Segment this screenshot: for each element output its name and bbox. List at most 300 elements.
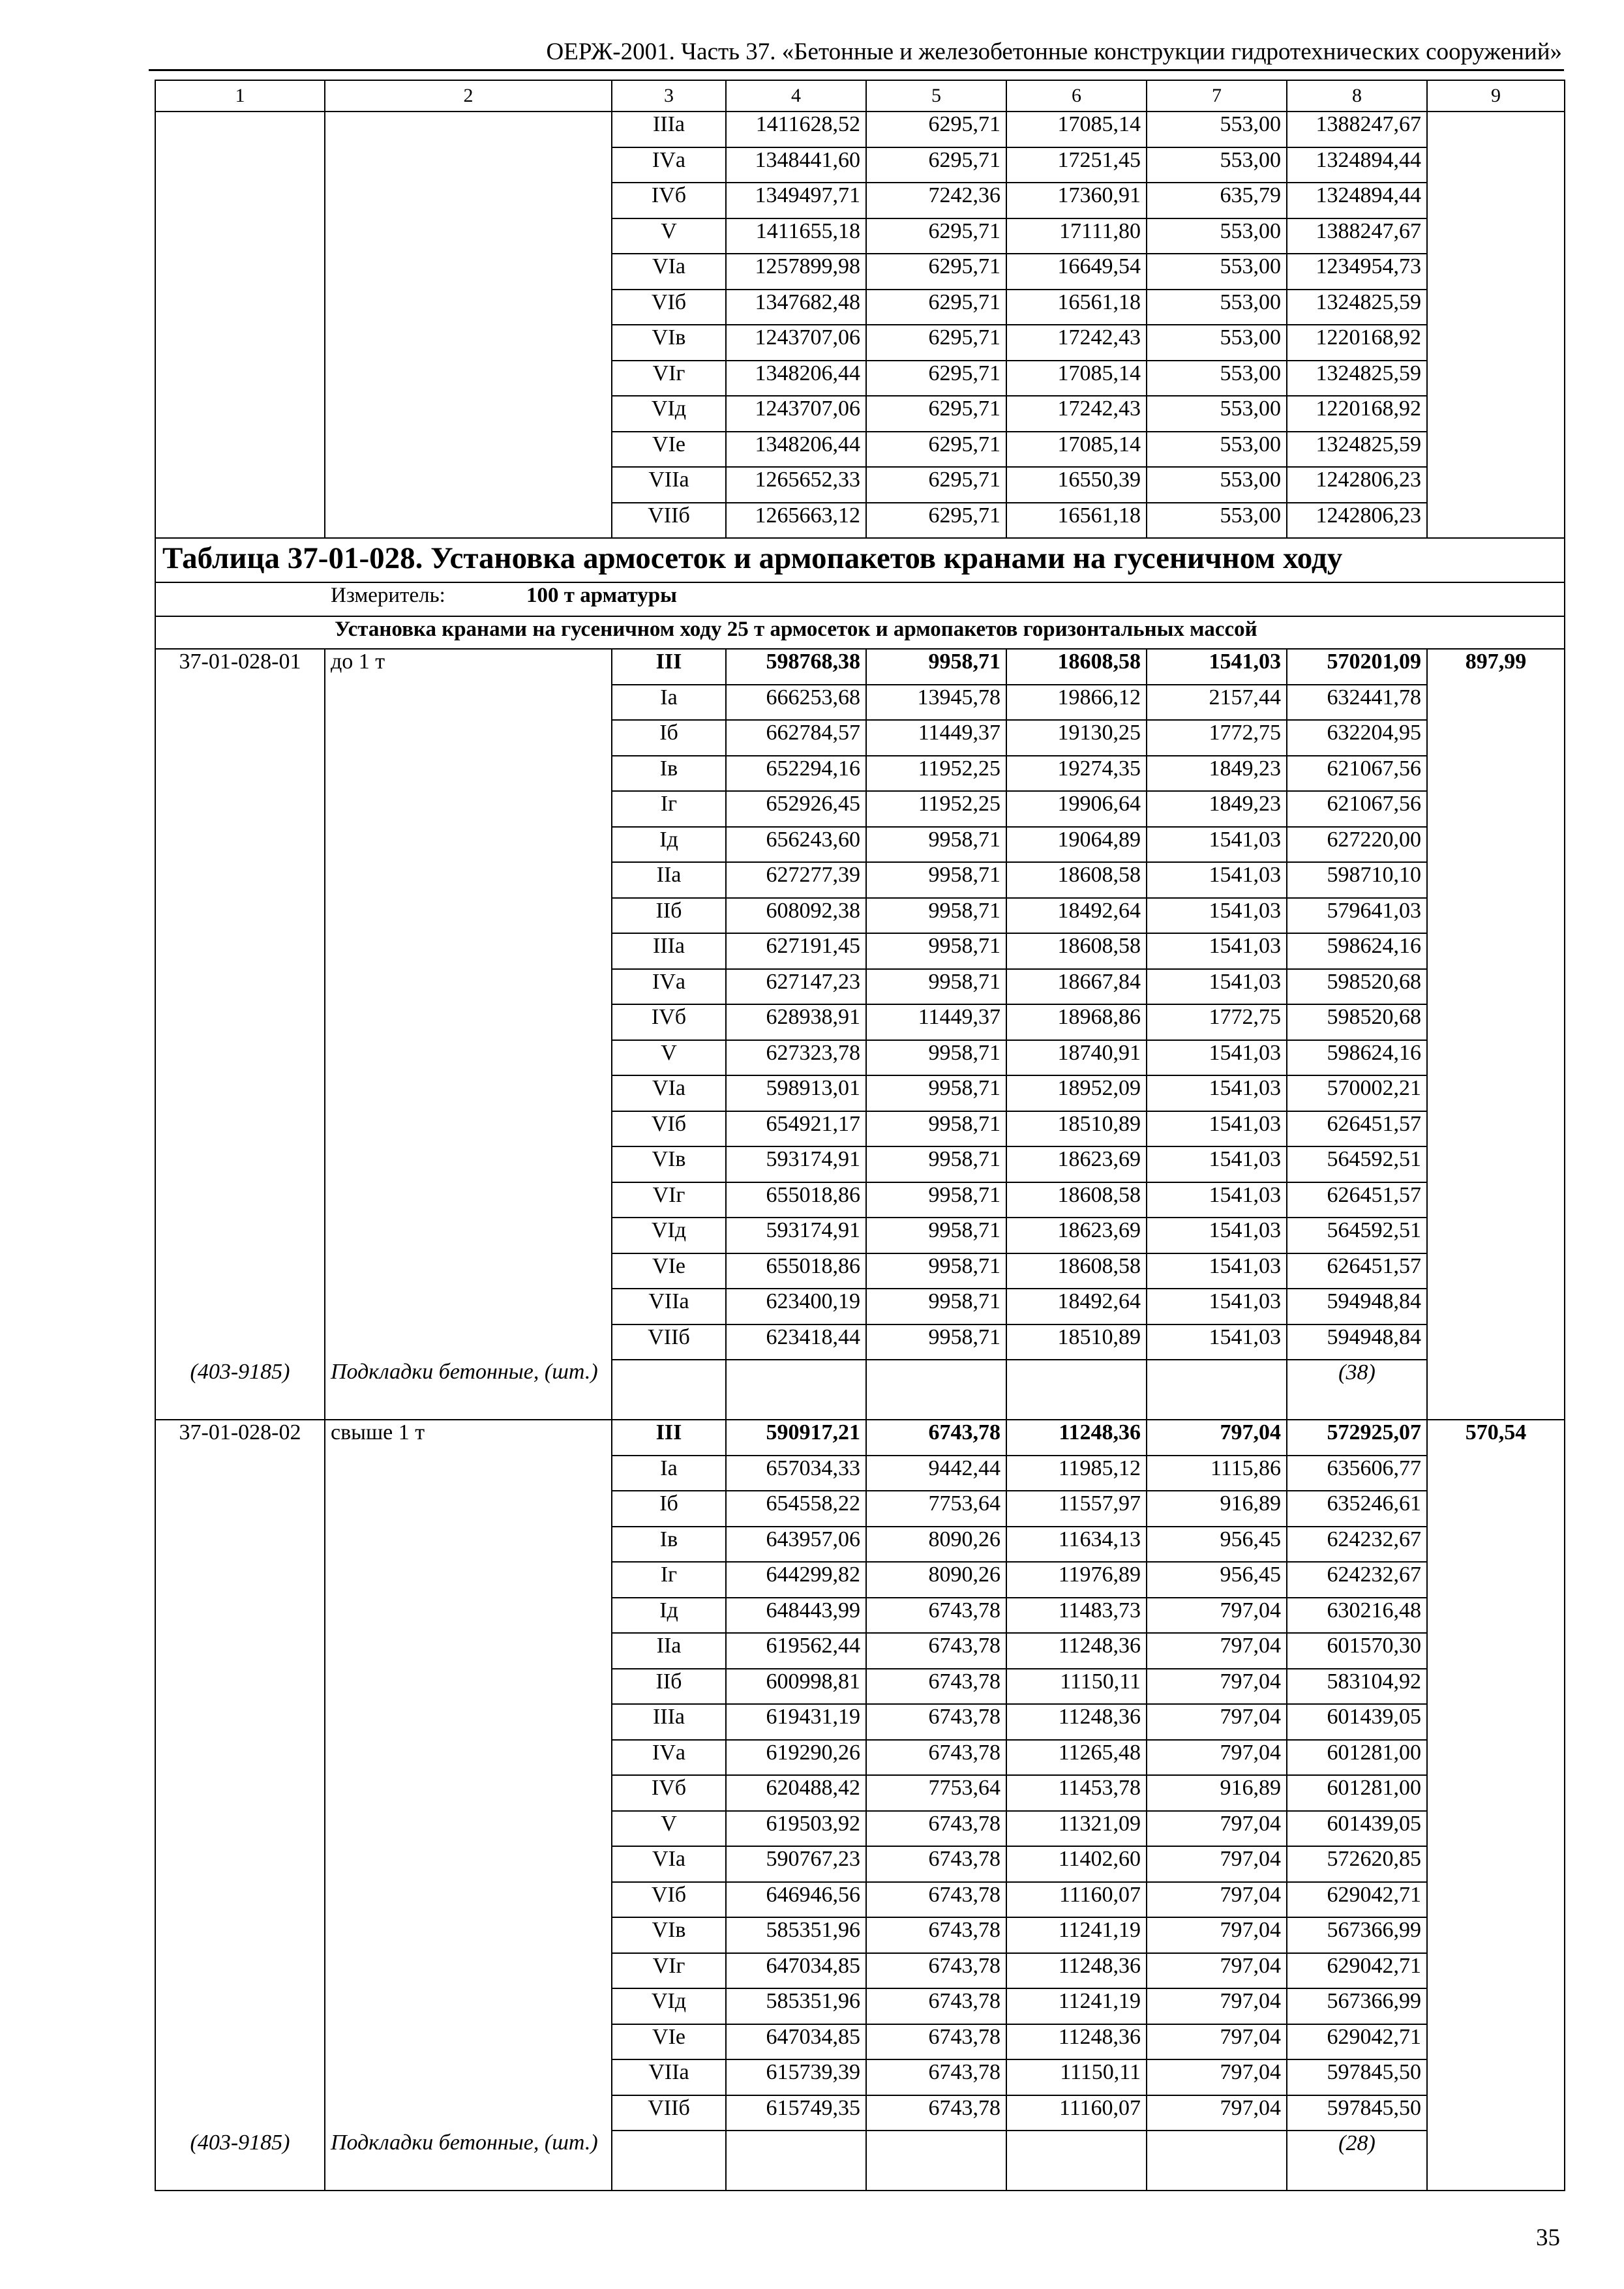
value-cell: 18608,58 [1006,1182,1147,1218]
value-cell: 6295,71 [866,290,1006,325]
value-cell [726,2131,866,2191]
table-row [155,147,1565,183]
value-cell: 1849,23 [1147,756,1287,792]
labor-cell [1427,720,1565,756]
table-row [155,1420,1565,1456]
value-cell: 590767,23 [726,1846,866,1882]
note-code: (403-9185) [155,2131,325,2191]
description-cell [325,1253,612,1289]
value-cell: 11449,37 [866,720,1006,756]
labor-cell [1427,1491,1565,1527]
value-cell: 597845,50 [1287,2059,1427,2095]
value-cell: 643957,06 [726,1527,866,1563]
table-row [155,1040,1565,1076]
labor-cell [1427,290,1565,325]
value-cell: 570002,21 [1287,1075,1427,1111]
value-cell: 18608,58 [1006,649,1147,685]
value-cell: 6743,78 [866,1882,1006,1918]
description-cell [325,1456,612,1491]
value-cell: 601570,30 [1287,1633,1427,1669]
code-cell [155,862,325,898]
note-text: Подкладки бетонные, (шт.) [325,2131,612,2191]
code-cell [155,1953,325,1989]
zone-cell: VIа [612,1846,726,1882]
labor-cell [1427,1360,1565,1420]
value-cell: 654921,17 [726,1111,866,1147]
description-cell [325,1704,612,1740]
zone-cell: IVб [612,1775,726,1811]
labor-cell [1427,467,1565,503]
table-row [155,1775,1565,1811]
value-cell: 627191,45 [726,933,866,969]
value-cell: 11483,73 [1006,1598,1147,1634]
table-row [155,1075,1565,1111]
value-cell: 1220168,92 [1287,396,1427,432]
description-cell [325,827,612,863]
value-cell: 6295,71 [866,361,1006,396]
value-cell: 7753,64 [866,1491,1006,1527]
value-cell: 6295,71 [866,467,1006,503]
page-number: 35 [1536,2224,1560,2251]
table-row [155,503,1565,539]
labor-cell [1427,1953,1565,1989]
value-cell: 17242,43 [1006,325,1147,361]
value-cell: 797,04 [1147,1598,1287,1634]
value-cell: 619431,19 [726,1704,866,1740]
value-cell: 18968,86 [1006,1004,1147,1040]
value-cell: 16561,18 [1006,503,1147,539]
value-cell: 6295,71 [866,503,1006,539]
labor-cell [1427,396,1565,432]
description-cell [325,1740,612,1776]
table-row [155,827,1565,863]
zone-cell: IIб [612,1669,726,1705]
zone-cell: VIб [612,1111,726,1147]
value-cell: 18510,89 [1006,1324,1147,1360]
description-cell [325,325,612,361]
value-cell: 6743,78 [866,1633,1006,1669]
table-row [155,862,1565,898]
value-cell: 627277,39 [726,862,866,898]
value-cell: 624232,67 [1287,1562,1427,1598]
code-cell [155,969,325,1005]
labor-cell [1427,1811,1565,1847]
table-row [155,1811,1565,1847]
value-cell: 657034,33 [726,1456,866,1491]
code-cell [155,1491,325,1527]
description-cell [325,1953,612,1989]
table-row [155,254,1565,290]
value-cell [1147,2131,1287,2191]
zone-cell: IIIа [612,1704,726,1740]
column-number: 3 [612,80,726,112]
description-cell [325,1775,612,1811]
table-row [155,1527,1565,1563]
value-cell: 797,04 [1147,1882,1287,1918]
zone-cell: VIв [612,1146,726,1182]
labor-cell [1427,147,1565,183]
value-cell: 16550,39 [1006,467,1147,503]
value-cell: 635,79 [1147,183,1287,218]
code-cell [155,218,325,254]
zone-cell: VIв [612,325,726,361]
value-cell: 553,00 [1147,432,1287,468]
code-cell [155,254,325,290]
labor-cell [1427,503,1565,539]
value-cell: 18623,69 [1006,1146,1147,1182]
value-cell: 567366,99 [1287,1988,1427,2024]
description-cell [325,898,612,934]
value-cell: 590917,21 [726,1420,866,1456]
code-cell [155,1633,325,1669]
table-row [155,1562,1565,1598]
zone-cell: IIIа [612,933,726,969]
value-cell: 6743,78 [866,2059,1006,2095]
value-cell: 11634,13 [1006,1527,1147,1563]
value-cell: 621067,56 [1287,756,1427,792]
description-cell [325,685,612,721]
item-code: 37-01-028-01 [155,649,325,685]
description-cell [325,1289,612,1324]
value-cell: 1347682,48 [726,290,866,325]
value-cell: 572620,85 [1287,1846,1427,1882]
value-cell: 11248,36 [1006,1953,1147,1989]
value-cell: 1772,75 [1147,1004,1287,1040]
measure-cell [155,582,1565,616]
value-cell: 6295,71 [866,325,1006,361]
description-cell [325,1040,612,1076]
value-cell: 9958,71 [866,649,1006,685]
value-cell: 629042,71 [1287,1953,1427,1989]
table-title-row [155,538,1565,582]
value-cell: 7753,64 [866,1775,1006,1811]
table-row [155,1324,1565,1360]
value-cell: 17111,80 [1006,218,1147,254]
value-cell: 11952,25 [866,791,1006,827]
description-cell [325,396,612,432]
value-cell: 598913,01 [726,1075,866,1111]
value-cell: 18952,09 [1006,1075,1147,1111]
item-description: до 1 т [325,649,612,685]
value-cell: 646946,56 [726,1882,866,1918]
value-cell: 600998,81 [726,1669,866,1705]
table-row [155,183,1565,218]
value-cell: 570201,09 [1287,649,1427,685]
value-cell: 630216,48 [1287,1598,1427,1634]
value-cell: 19130,25 [1006,720,1147,756]
labor-cell [1427,1704,1565,1740]
labor-cell [1427,1004,1565,1040]
labor-cell [1427,218,1565,254]
value-cell: 1541,03 [1147,1253,1287,1289]
description-cell [325,361,612,396]
value-cell: 11952,25 [866,756,1006,792]
table-row [155,467,1565,503]
labor-cell [1427,1324,1565,1360]
table-row [155,1988,1565,2024]
value-cell: 11453,78 [1006,1775,1147,1811]
code-cell [155,1775,325,1811]
zone-cell: VIг [612,1953,726,1989]
value-cell: 635606,77 [1287,1456,1427,1491]
zone-cell: Iг [612,1562,726,1598]
value-cell: 18623,69 [1006,1218,1147,1253]
value-cell: 627147,23 [726,969,866,1005]
zone-cell: VIд [612,1988,726,2024]
value-cell: 18608,58 [1006,933,1147,969]
value-cell: 1220168,92 [1287,325,1427,361]
subheading-cell [155,616,1565,649]
table-row [155,325,1565,361]
table-row [155,1598,1565,1634]
value-cell: 1541,03 [1147,1324,1287,1360]
labor-cell [1427,1846,1565,1882]
value-cell: 797,04 [1147,1669,1287,1705]
labor-cell [1427,898,1565,934]
value-cell: 666253,68 [726,685,866,721]
value-cell: 608092,38 [726,898,866,934]
value-cell: 601281,00 [1287,1740,1427,1776]
value-cell: 6295,71 [866,218,1006,254]
value-cell: 797,04 [1147,1704,1287,1740]
value-cell: 916,89 [1147,1491,1287,1527]
description-cell [325,2095,612,2131]
value-cell: 19906,64 [1006,791,1147,827]
value-cell: 797,04 [1147,2024,1287,2060]
zone-cell: Iг [612,791,726,827]
code-cell [155,933,325,969]
labor-cell [1427,254,1565,290]
zone-cell: VIа [612,254,726,290]
zone-cell: VIг [612,361,726,396]
note-qty: (28) [1287,2131,1427,2191]
value-cell: 6743,78 [866,1811,1006,1847]
table-row [155,1491,1565,1527]
zone-cell: VIе [612,432,726,468]
zone-cell: IVа [612,969,726,1005]
value-cell [1006,2131,1147,2191]
zone-cell: VIIб [612,503,726,539]
value-cell: 11160,07 [1006,2095,1147,2131]
zone-cell: Iа [612,685,726,721]
table-row [155,649,1565,685]
value-cell: 6743,78 [866,1740,1006,1776]
code-cell [155,1004,325,1040]
description-cell [325,467,612,503]
value-cell: 1348206,44 [726,361,866,396]
measure-row [155,582,1565,616]
code-cell [155,1075,325,1111]
value-cell: 553,00 [1147,361,1287,396]
note-code: (403-9185) [155,1360,325,1420]
value-cell: 1541,03 [1147,1182,1287,1218]
value-cell: 9958,71 [866,827,1006,863]
value-cell: 1324894,44 [1287,147,1427,183]
value-cell: 797,04 [1147,1420,1287,1456]
description-cell [325,1882,612,1918]
subheading-row [155,616,1565,649]
table-row [155,685,1565,721]
value-cell: 797,04 [1147,2059,1287,2095]
code-cell [155,1882,325,1918]
value-cell: 598624,16 [1287,1040,1427,1076]
code-cell [155,1040,325,1076]
code-cell [155,147,325,183]
value-cell: 1411628,52 [726,112,866,147]
value-cell: 1541,03 [1147,827,1287,863]
table-row [155,396,1565,432]
labor-cell [1427,2059,1565,2095]
note-qty: (38) [1287,1360,1427,1420]
value-cell: 1348206,44 [726,432,866,468]
code-cell [155,325,325,361]
value-cell: 624232,67 [1287,1527,1427,1563]
value-cell: 619562,44 [726,1633,866,1669]
code-cell [155,2095,325,2131]
description-cell [325,2024,612,2060]
page-header-title: ОЕРЖ-2001. Часть 37. «Бетонные и железобетонные конструкции гидротехнических сооружений» [546,38,1562,65]
table-row [155,1740,1565,1776]
description-cell [325,1146,612,1182]
labor-cell [1427,1775,1565,1811]
value-cell: 9958,71 [866,1289,1006,1324]
zone-cell: VIв [612,1917,726,1953]
code-cell [155,432,325,468]
code-cell [155,1289,325,1324]
value-cell: 16561,18 [1006,290,1147,325]
value-cell: 598710,10 [1287,862,1427,898]
code-cell [155,1253,325,1289]
value-cell: 11976,89 [1006,1562,1147,1598]
labor-cell [1427,1456,1565,1491]
value-cell: 662784,57 [726,720,866,756]
value-cell: 626451,57 [1287,1253,1427,1289]
value-cell: 6743,78 [866,1704,1006,1740]
value-cell: 6295,71 [866,432,1006,468]
value-cell: 1257899,98 [726,254,866,290]
value-cell: 6743,78 [866,2095,1006,2131]
zone-cell: IIIа [612,112,726,147]
code-cell [155,1704,325,1740]
value-cell: 1243707,06 [726,396,866,432]
table-row [155,2095,1565,2131]
value-cell: 11449,37 [866,1004,1006,1040]
labor-cell [1427,112,1565,147]
value-cell: 6743,78 [866,1420,1006,1456]
code-cell [155,756,325,792]
value-cell: 655018,86 [726,1253,866,1289]
table-row [155,898,1565,934]
table-row [155,1846,1565,1882]
code-cell [155,1988,325,2024]
value-cell: 598624,16 [1287,933,1427,969]
code-cell [155,1146,325,1182]
value-cell: 652294,16 [726,756,866,792]
value-cell: 6743,78 [866,2024,1006,2060]
value-cell: 623418,44 [726,1324,866,1360]
code-cell [155,898,325,934]
column-number: 9 [1427,80,1565,112]
value-cell: 601439,05 [1287,1704,1427,1740]
value-cell: 18667,84 [1006,969,1147,1005]
value-cell: 615749,35 [726,2095,866,2131]
value-cell: 1541,03 [1147,862,1287,898]
value-cell: 6743,78 [866,1988,1006,2024]
code-cell [155,396,325,432]
value-cell: 632441,78 [1287,685,1427,721]
value-cell: 626451,57 [1287,1111,1427,1147]
value-cell: 18492,64 [1006,898,1147,934]
value-cell: 647034,85 [726,2024,866,2060]
value-cell: 11248,36 [1006,1633,1147,1669]
zone-cell: Iб [612,720,726,756]
code-cell [155,1218,325,1253]
description-cell [325,183,612,218]
value-cell: 629042,71 [1287,2024,1427,2060]
value-cell [726,1360,866,1420]
value-cell: 6295,71 [866,112,1006,147]
value-cell: 19866,12 [1006,685,1147,721]
value-cell: 1234954,73 [1287,254,1427,290]
zone-cell: VIIб [612,1324,726,1360]
table-row [155,1111,1565,1147]
code-cell [155,1562,325,1598]
description-cell [325,2059,612,2095]
description-cell [325,1598,612,1634]
zone-cell: IVб [612,183,726,218]
table-row [155,1253,1565,1289]
value-cell: 620488,42 [726,1775,866,1811]
value-cell: 619503,92 [726,1811,866,1847]
value-cell: 1541,03 [1147,969,1287,1005]
labor-cell [1427,969,1565,1005]
labor-cell [1427,1917,1565,1953]
item-code: 37-01-028-02 [155,1420,325,1456]
value-cell: 16649,54 [1006,254,1147,290]
code-cell [155,1456,325,1491]
labor-cell [1427,685,1565,721]
value-cell: 579641,03 [1287,898,1427,934]
value-cell: 1541,03 [1147,1218,1287,1253]
zone-cell: Iв [612,756,726,792]
value-cell: 9958,71 [866,1075,1006,1111]
zone-cell: IIа [612,862,726,898]
value-cell: 1242806,23 [1287,503,1427,539]
value-cell: 553,00 [1147,396,1287,432]
item-labor: 570,54 [1427,1420,1565,1456]
zone-cell: V [612,1040,726,1076]
value-cell [1006,1360,1147,1420]
value-cell: 11321,09 [1006,1811,1147,1847]
description-cell [325,1324,612,1360]
value-cell: 6743,78 [866,1598,1006,1634]
value-cell: 11248,36 [1006,1704,1147,1740]
value-cell: 11150,11 [1006,1669,1147,1705]
labor-cell [1427,1633,1565,1669]
description-cell [325,254,612,290]
value-cell: 652926,45 [726,791,866,827]
code-cell [155,791,325,827]
value-cell: 553,00 [1147,112,1287,147]
value-cell: 6295,71 [866,254,1006,290]
value-cell: 1541,03 [1147,898,1287,934]
zone-cell: VIIб [612,2095,726,2131]
labor-cell [1427,361,1565,396]
value-cell: 9958,71 [866,1182,1006,1218]
description-cell [325,933,612,969]
value-cell: 18608,58 [1006,1253,1147,1289]
value-cell: 956,45 [1147,1562,1287,1598]
